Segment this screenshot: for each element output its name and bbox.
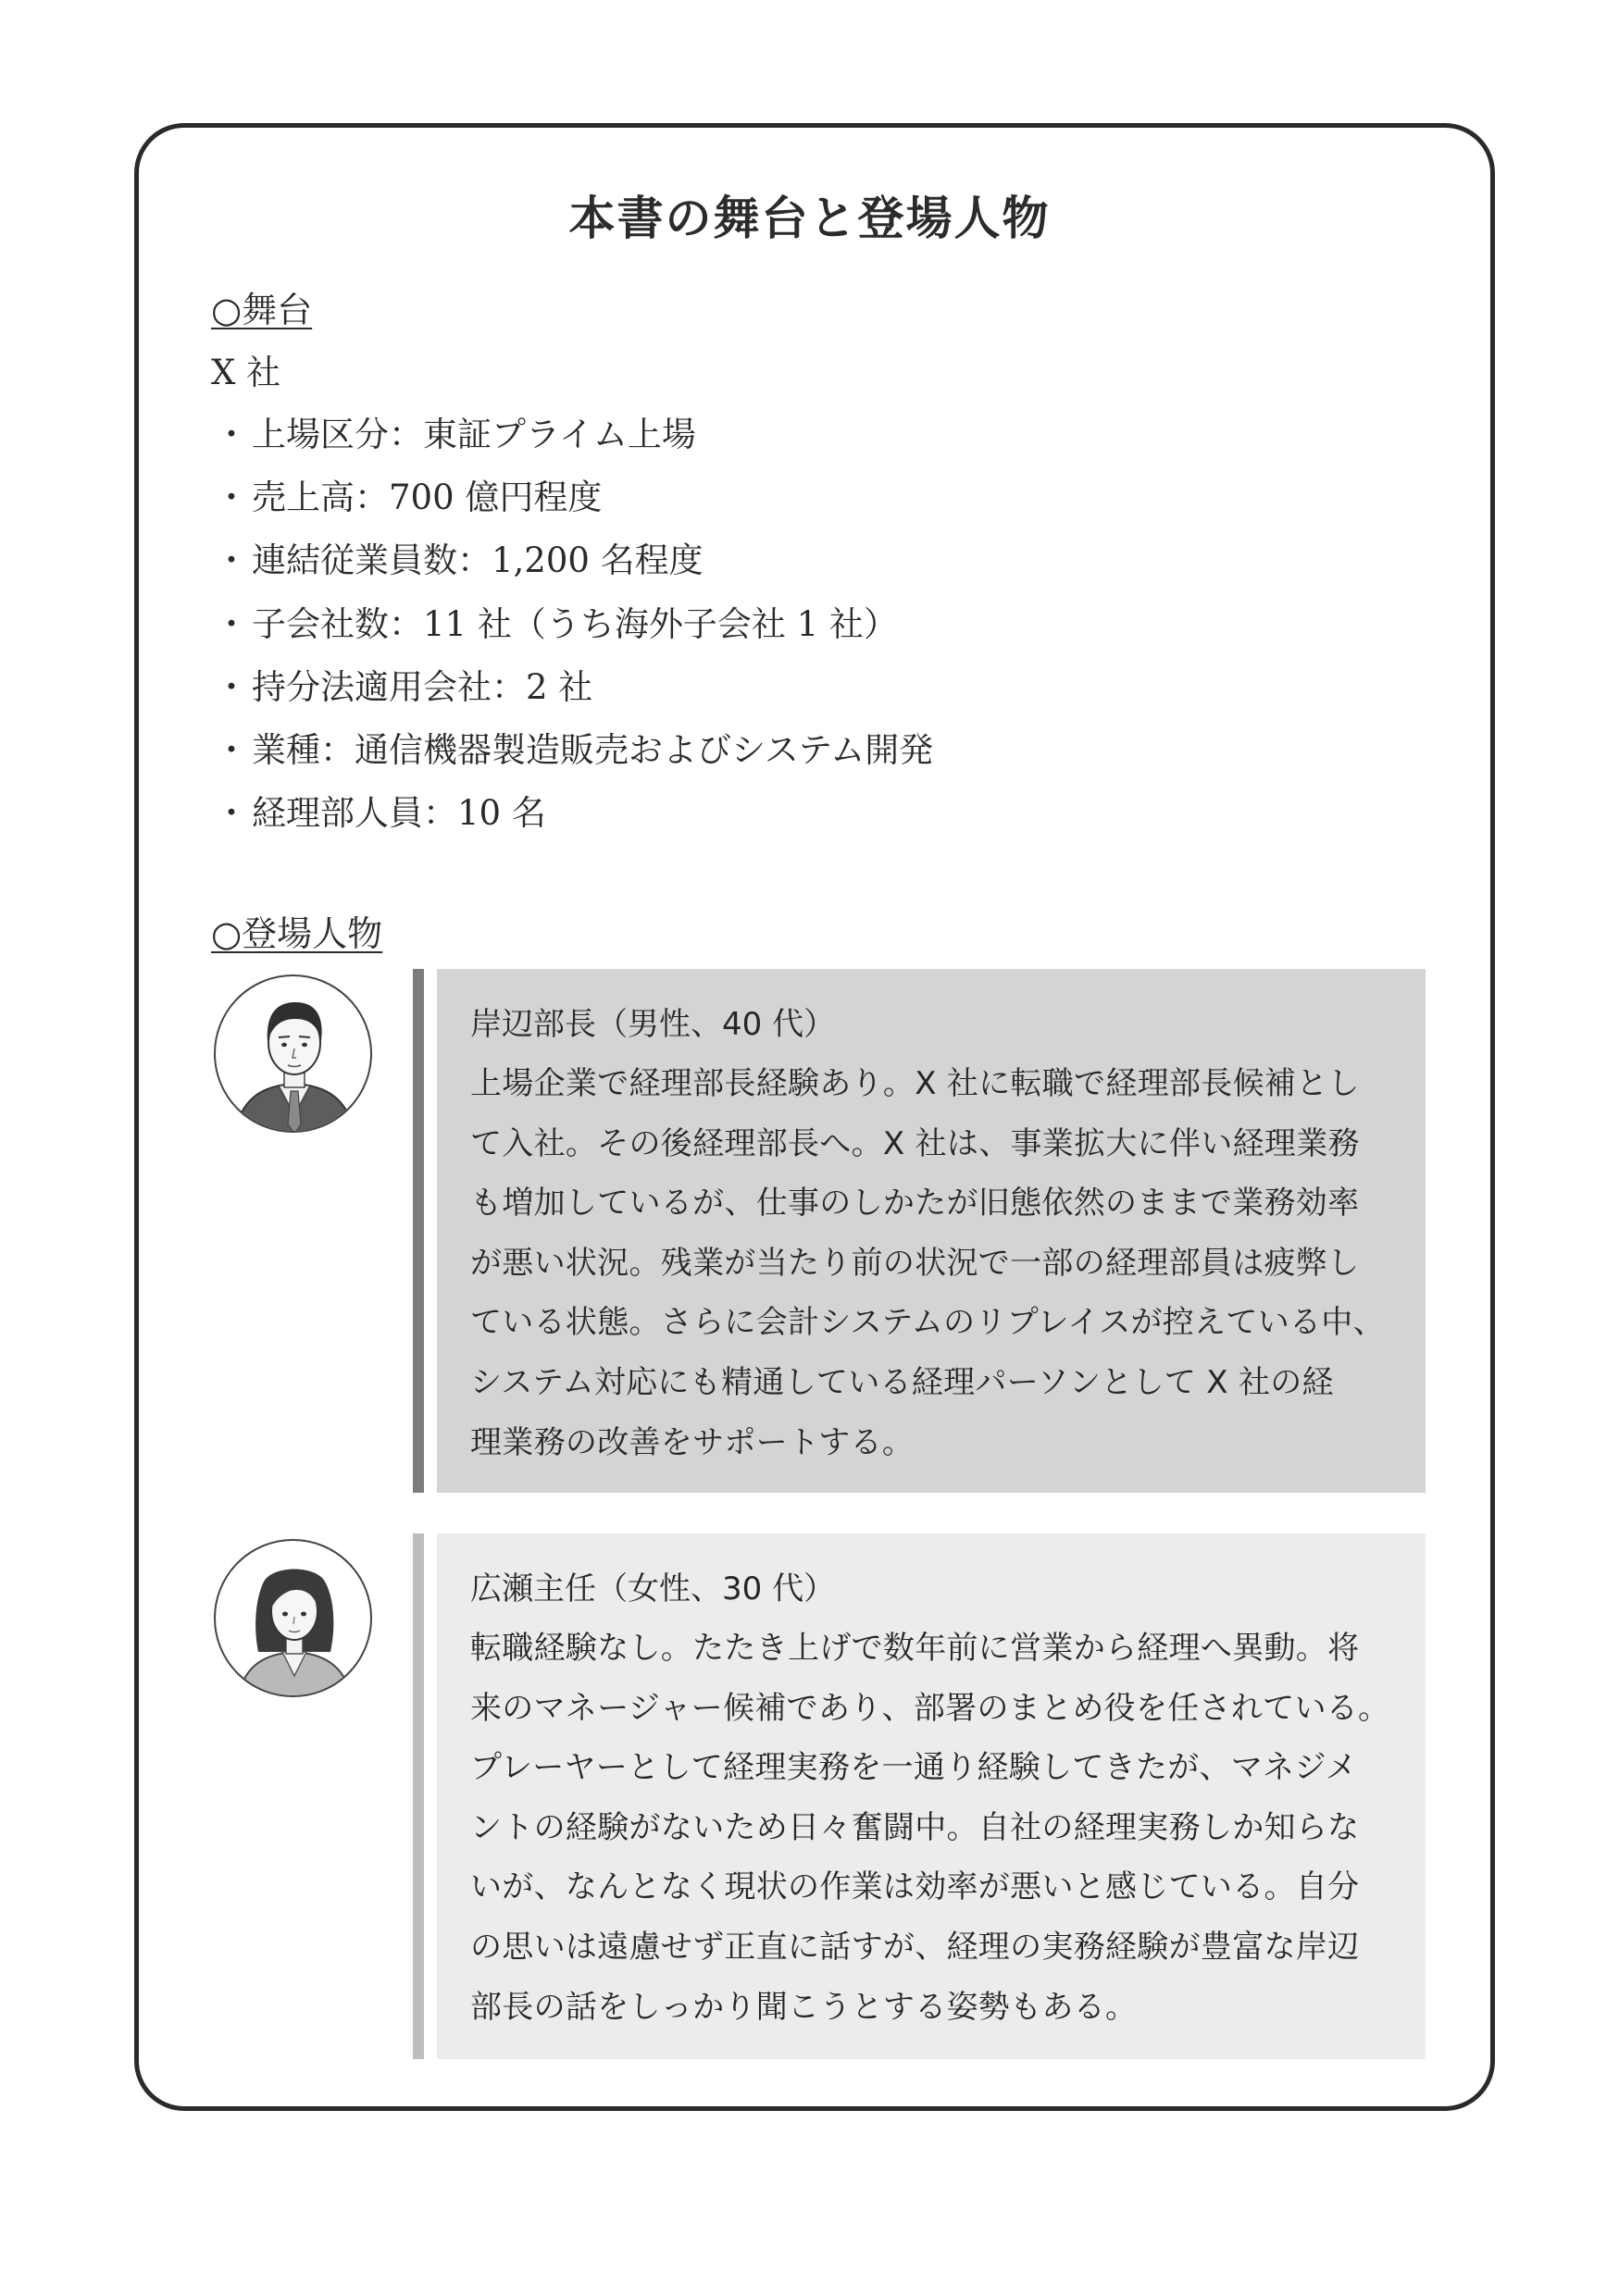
male-manager-portrait-icon <box>214 974 372 1133</box>
company-name: X 社 <box>211 353 281 392</box>
fact-text: 持分法適用会社：2 社 <box>252 666 593 707</box>
person-card <box>437 1533 1426 2059</box>
person-description-line: 転職経験なし。たたき上げで数年前に営業から経理へ異動。将 <box>470 1630 1360 1667</box>
fact-item <box>211 593 933 656</box>
person-name: 広瀬主任（女性、30 代） <box>470 1570 836 1607</box>
fact-text: 売上高：700 億円程度 <box>252 478 603 518</box>
bullet: ・ <box>214 415 249 454</box>
person-description-line: プレーヤーとして経理実務を一通り経験してきたが、マネジメ <box>470 1749 1358 1787</box>
bullet: ・ <box>214 478 249 518</box>
stage-heading: ○舞台 <box>211 290 313 330</box>
person-description-line: 部長の話をしっかり聞こうとする姿勢もある。 <box>470 1988 1138 2026</box>
fact-item <box>211 782 933 845</box>
person-description-line: ている状態。さらに会計システムのリプレイスが控えている中、 <box>470 1304 1385 1342</box>
bullet: ・ <box>214 666 249 707</box>
fact-item <box>211 466 933 529</box>
person-description-line: も増加しているが、仕事のしかたが旧態依然のままで業務効率 <box>470 1185 1360 1222</box>
fact-text: 経理部人員：10 名 <box>252 793 546 834</box>
person-description-line: ントの経験がないため日々奮闘中。自社の経理実務しか知らな <box>470 1808 1360 1846</box>
fact-item <box>211 529 933 592</box>
person-description-line: いが、なんとなく現状の作業は効率が悪いと感じている。自分 <box>470 1868 1360 1906</box>
person-card <box>437 969 1426 1493</box>
person-description-line: 来のマネージャー候補であり、部署のまとめ役を任されている。 <box>470 1689 1390 1727</box>
bullet: ・ <box>214 540 249 581</box>
characters-heading: ○登場人物 <box>211 913 383 954</box>
fact-text: 上場区分：東証プライム上場 <box>252 415 696 454</box>
bullet: ・ <box>214 793 249 834</box>
person-card-accent-bar <box>413 969 424 1493</box>
bullet: ・ <box>214 603 249 644</box>
person-description-line: の思いは遠慮せず正直に話すが、経理の実務経験が豊富な岸辺 <box>470 1928 1360 1966</box>
person-description-line: 上場企業で経理部長経験あり。X 社に転職で経理部長候補とし <box>470 1065 1360 1102</box>
person-card-accent-bar <box>413 1533 424 2059</box>
person-description-line: システム対応にも精通している経理パーソンとして X 社の経 <box>470 1363 1334 1401</box>
person-description-line: 理業務の改善をサポートする。 <box>470 1423 915 1461</box>
bullet: ・ <box>214 729 249 770</box>
fact-text: 連結従業員数：1,200 名程度 <box>252 540 704 581</box>
fact-text: 子会社数：11 社（うち海外子会社 1 社） <box>252 603 898 644</box>
fact-text: 業種：通信機器製造販売およびシステム開発 <box>252 729 934 770</box>
person-description-line: て入社。その後経理部長へ。X 社は、事業拡大に伴い経理業務 <box>470 1124 1360 1162</box>
person-name: 岸辺部長（男性、40 代） <box>470 1006 836 1043</box>
female-staff-portrait-icon <box>214 1539 372 1697</box>
fact-item <box>211 656 933 719</box>
company-facts-list <box>211 403 933 845</box>
person-description-line: が悪い状況。残業が当たり前の状況で一部の経理部員は疲弊し <box>470 1244 1360 1282</box>
page-title: 本書の舞台と登場人物 <box>568 192 1051 245</box>
fact-item <box>211 403 933 466</box>
fact-item <box>211 719 933 782</box>
